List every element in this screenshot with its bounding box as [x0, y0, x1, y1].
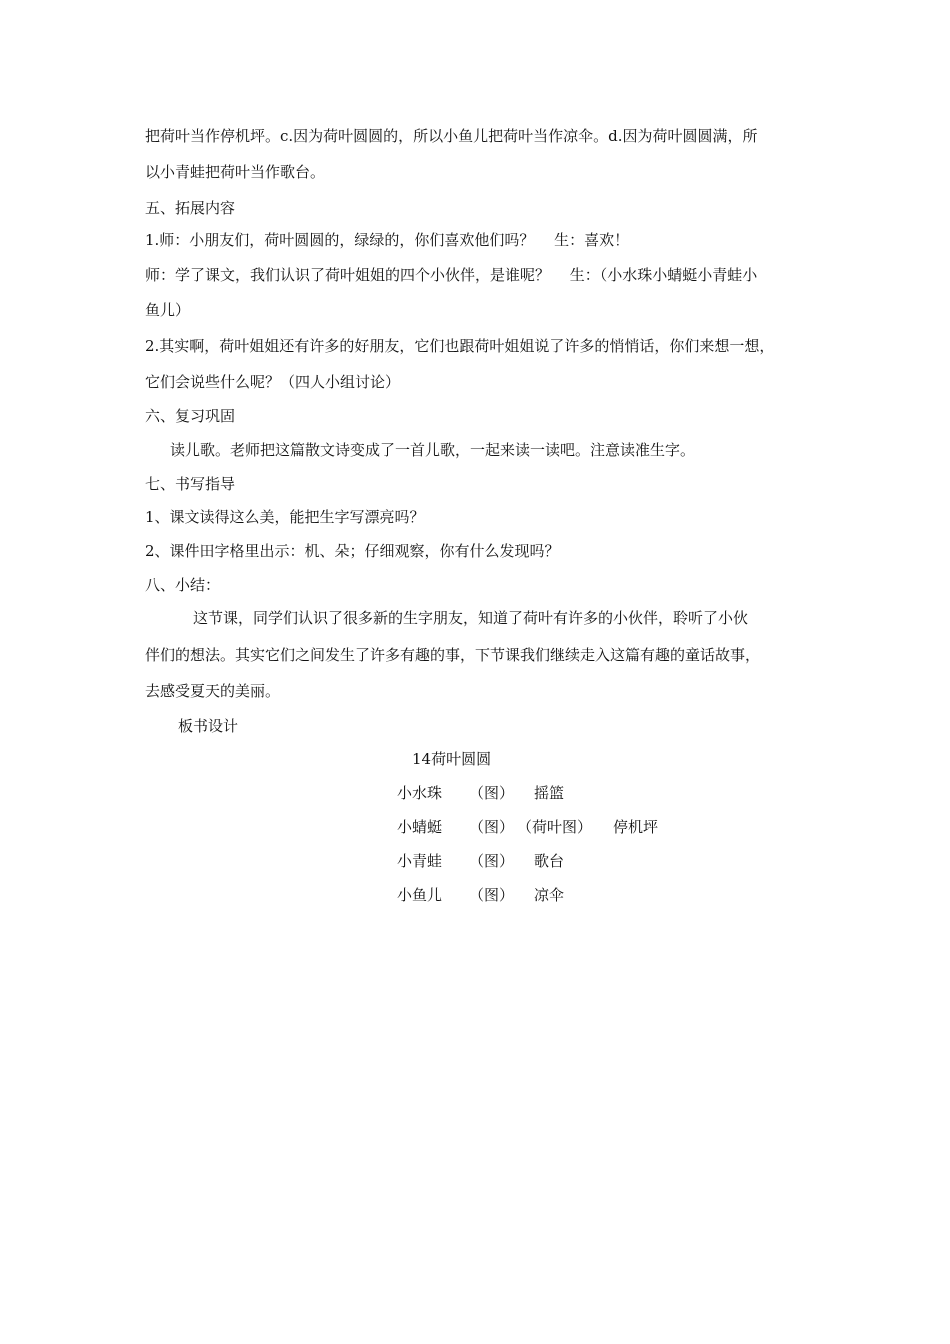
body-text-line: 这节课，同学们认识了很多新的生字朋友，知道了荷叶有许多的小伙伴，聆听了小伙 — [193, 609, 749, 627]
board-use: 停机坪 — [613, 818, 659, 836]
section-heading: 六、复习巩固 — [145, 407, 236, 425]
board-lotus-picture-placeholder: （荷叶图） — [517, 818, 593, 836]
board-title: 14荷叶圆圆 — [412, 750, 492, 768]
board-use: 摇篮 — [534, 784, 565, 802]
section-heading: 八、小结： — [145, 576, 221, 594]
board-picture-placeholder: （图） — [469, 886, 515, 904]
section-heading: 七、书写指导 — [145, 475, 236, 493]
body-text-line: 伴们的想法。其实它们之间发生了许多有趣的事，下节课我们继续走入这篇有趣的童话故事， — [145, 646, 761, 664]
body-text-line: 1、课文读得这么美，能把生字写漂亮吗？ — [145, 508, 425, 526]
body-text-line: 师：学了课文，我们认识了荷叶姐姐的四个小伙伴，是谁呢？ 生：（小水珠小蜻蜓小青蛙小 — [145, 266, 758, 284]
board-use: 歌台 — [534, 852, 565, 870]
board-character: 小水珠 — [397, 784, 443, 802]
body-text-line: 读儿歌。老师把这篇散文诗变成了一首儿歌，一起来读一读吧。注意读准生字。 — [170, 441, 696, 459]
body-text-line: 以小青蛙把荷叶当作歌台。 — [145, 163, 326, 181]
body-text-line: 把荷叶当作停机坪。c.因为荷叶圆圆的，所以小鱼儿把荷叶当作凉伞。d.因为荷叶圆圆满，所 — [145, 127, 758, 145]
body-text-line: 2.其实啊，荷叶姐姐还有许多的好朋友，它们也跟荷叶姐姐说了许多的悄悄话，你们来想一想， — [145, 337, 775, 355]
board-picture-placeholder: （图） — [469, 852, 515, 870]
body-text-line: 去感受夏天的美丽。 — [145, 682, 281, 700]
board-picture-placeholder: （图） — [469, 818, 515, 836]
board-character: 小青蛙 — [397, 852, 443, 870]
body-text-line: 2、课件田字格里出示：机、朵；仔细观察，你有什么发现吗？ — [145, 542, 560, 560]
body-text-line: 1.师：小朋友们，荷叶圆圆的，绿绿的，你们喜欢他们吗？ 生：喜欢！ — [145, 231, 630, 249]
board-picture-placeholder: （图） — [469, 784, 515, 802]
body-text-line: 鱼儿） — [145, 301, 191, 319]
board-character: 小鱼儿 — [397, 886, 443, 904]
board-character: 小蜻蜓 — [397, 818, 443, 836]
board-design-heading: 板书设计 — [178, 717, 239, 735]
body-text-line: 它们会说些什么呢？（四人小组讨论） — [145, 373, 401, 391]
section-heading: 五、拓展内容 — [145, 199, 236, 217]
board-use: 凉伞 — [534, 886, 565, 904]
